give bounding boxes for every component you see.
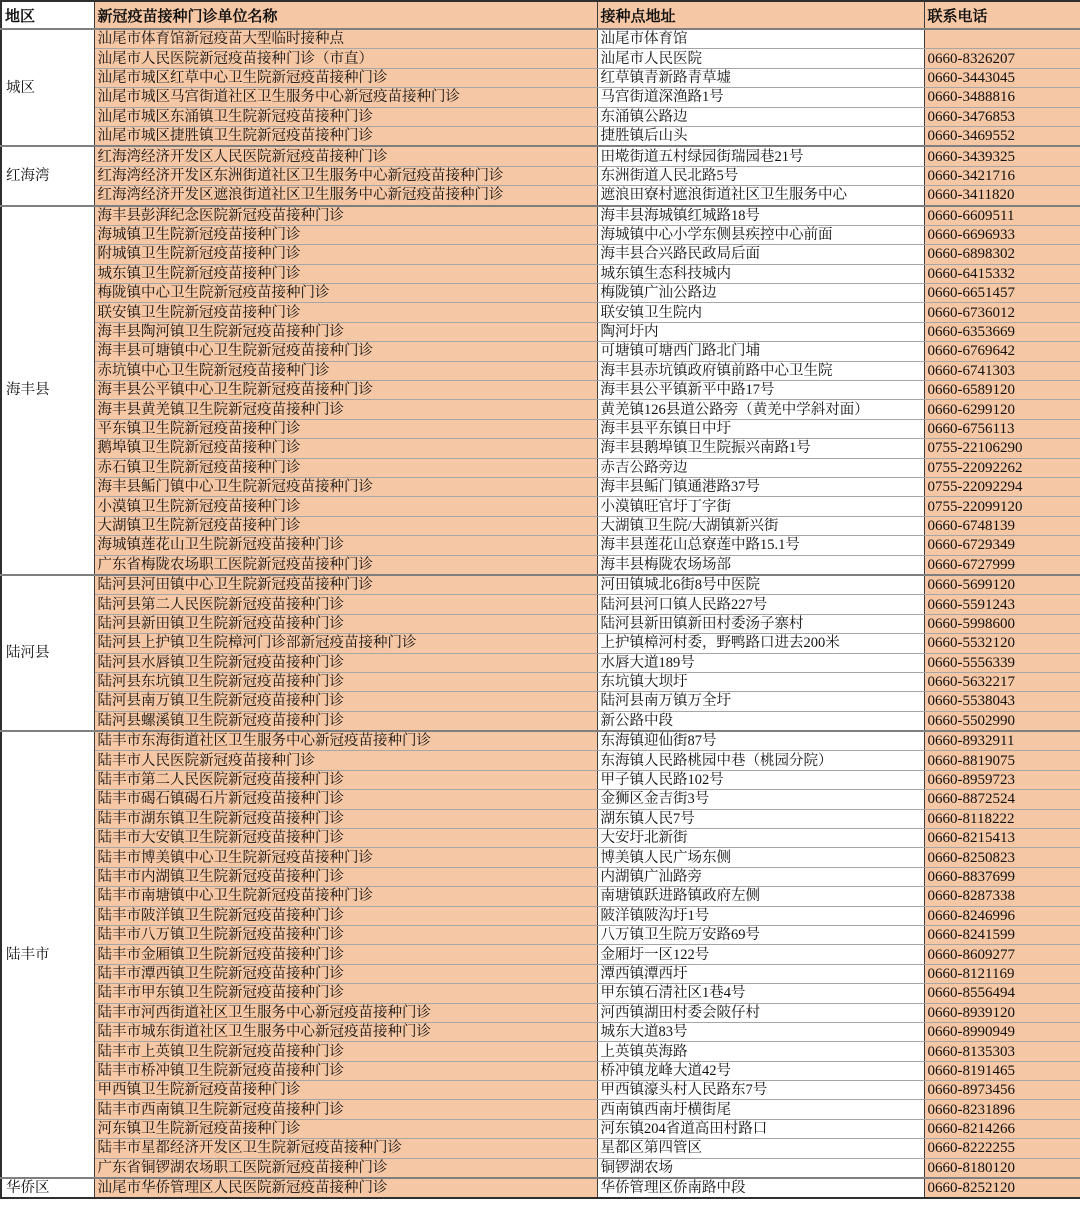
phone-cell: 0660-5532120 — [924, 634, 1080, 653]
address-cell: 红草镇青新路青草墟 — [597, 68, 924, 87]
col-header-address: 接种点地址 — [597, 1, 924, 29]
phone-cell: 0660-6609511 — [924, 206, 1080, 226]
phone-cell: 0660-8222255 — [924, 1139, 1080, 1158]
clinic-name-cell: 陆丰市桥冲镇卫生院新冠疫苗接种门诊 — [94, 1061, 597, 1080]
clinic-name-cell: 附城镇卫生院新冠疫苗接种门诊 — [94, 245, 597, 264]
col-header-clinic-name: 新冠疫苗接种门诊单位名称 — [94, 1, 597, 29]
address-cell: 城东大道83号 — [597, 1022, 924, 1041]
table-row — [1, 284, 1080, 303]
address-cell: 潭西镇潭西圩 — [597, 964, 924, 983]
table-row — [1, 1178, 1080, 1198]
phone-cell: 0660-8326207 — [924, 49, 1080, 68]
table-row — [1, 186, 1080, 206]
table-row — [1, 984, 1080, 1003]
address-cell: 铜锣湖农场 — [597, 1158, 924, 1178]
region-cell: 红海湾 — [1, 146, 94, 205]
phone-cell: 0660-3469552 — [924, 126, 1080, 146]
phone-cell: 0755-22106290 — [924, 439, 1080, 458]
phone-cell: 0660-6736012 — [924, 303, 1080, 322]
address-cell: 海丰县平东镇日中圩 — [597, 419, 924, 438]
table-row — [1, 497, 1080, 516]
phone-cell: 0660-3439325 — [924, 146, 1080, 166]
address-cell: 海丰县鲘门镇通港路37号 — [597, 477, 924, 496]
address-cell: 大湖镇卫生院/大湖镇新兴街 — [597, 516, 924, 535]
phone-cell: 0660-5998600 — [924, 614, 1080, 633]
table-row — [1, 653, 1080, 672]
address-cell: 海丰县赤坑镇政府镇前路中心卫生院 — [597, 361, 924, 380]
phone-cell: 0660-8837699 — [924, 867, 1080, 886]
table-row — [1, 381, 1080, 400]
phone-cell: 0660-8252120 — [924, 1178, 1080, 1198]
phone-cell: 0660-6727999 — [924, 555, 1080, 575]
phone-cell: 0660-8556494 — [924, 984, 1080, 1003]
phone-cell: 0660-8932911 — [924, 731, 1080, 751]
address-cell: 陆河县新田镇新田村委汤子寨村 — [597, 614, 924, 633]
header-row — [1, 1, 1080, 29]
phone-cell: 0660-5502990 — [924, 711, 1080, 731]
table-row — [1, 575, 1080, 595]
table-row — [1, 555, 1080, 575]
phone-cell: 0660-6415332 — [924, 264, 1080, 283]
clinic-name-cell: 陆河县河田镇中心卫生院新冠疫苗接种门诊 — [94, 575, 597, 595]
phone-cell: 0660-6299120 — [924, 400, 1080, 419]
phone-cell: 0660-3488816 — [924, 88, 1080, 107]
clinic-name-cell: 陆河县东坑镇卫生院新冠疫苗接种门诊 — [94, 672, 597, 691]
clinic-name-cell: 海丰县鲘门镇中心卫生院新冠疫苗接种门诊 — [94, 477, 597, 496]
phone-cell: 0660-6748139 — [924, 516, 1080, 535]
table-row — [1, 477, 1080, 496]
phone-cell: 0660-6756113 — [924, 419, 1080, 438]
clinic-name-cell: 海城镇卫生院新冠疫苗接种门诊 — [94, 225, 597, 244]
table-row — [1, 1022, 1080, 1041]
phone-cell: 0660-8959723 — [924, 770, 1080, 789]
clinic-name-cell: 陆丰市大安镇卫生院新冠疫苗接种门诊 — [94, 829, 597, 848]
clinic-name-cell: 陆河县螺溪镇卫生院新冠疫苗接种门诊 — [94, 711, 597, 731]
phone-cell: 0755-22092262 — [924, 458, 1080, 477]
clinic-name-cell: 陆丰市潭西镇卫生院新冠疫苗接种门诊 — [94, 964, 597, 983]
table-row — [1, 166, 1080, 185]
address-cell: 南塘镇跃进路镇政府左侧 — [597, 887, 924, 906]
table-row — [1, 49, 1080, 68]
address-cell: 可塘镇可塘西门路北门埔 — [597, 342, 924, 361]
clinic-name-cell: 河东镇卫生院新冠疫苗接种门诊 — [94, 1119, 597, 1138]
clinic-name-cell: 大湖镇卫生院新冠疫苗接种门诊 — [94, 516, 597, 535]
address-cell: 海丰县合兴路民政局后面 — [597, 245, 924, 264]
phone-cell: 0660-8121169 — [924, 964, 1080, 983]
phone-cell: 0660-8215413 — [924, 829, 1080, 848]
clinic-name-cell: 陆丰市上英镇卫生院新冠疫苗接种门诊 — [94, 1042, 597, 1061]
clinic-name-cell: 海城镇莲花山卫生院新冠疫苗接种门诊 — [94, 536, 597, 555]
col-header-region: 地区 — [1, 1, 94, 29]
clinic-name-cell: 赤石镇卫生院新冠疫苗接种门诊 — [94, 458, 597, 477]
address-cell: 河西镇湖田村委会陂仔村 — [597, 1003, 924, 1022]
phone-cell: 0660-6696933 — [924, 225, 1080, 244]
phone-cell: 0660-6898302 — [924, 245, 1080, 264]
clinic-name-cell: 汕尾市华侨管理区人民医院新冠疫苗接种门诊 — [94, 1178, 597, 1198]
table-row — [1, 692, 1080, 711]
phone-cell: 0660-8246996 — [924, 906, 1080, 925]
address-cell: 田墘街道五村绿园街瑞园巷21号 — [597, 146, 924, 166]
clinic-name-cell: 汕尾市体育馆新冠疫苗大型临时接种点 — [94, 29, 597, 49]
phone-cell: 0660-8819075 — [924, 751, 1080, 770]
clinic-name-cell: 陆丰市河西街道社区卫生服务中心新冠疫苗接种门诊 — [94, 1003, 597, 1022]
phone-cell: 0660-3411820 — [924, 186, 1080, 206]
phone-cell: 0660-5699120 — [924, 575, 1080, 595]
address-cell: 桥冲镇龙峰大道42号 — [597, 1061, 924, 1080]
clinic-name-cell: 陆河县上护镇卫生院樟河门诊部新冠疫苗接种门诊 — [94, 634, 597, 653]
table-row — [1, 711, 1080, 731]
address-cell: 小漠镇旺官圩丁字街 — [597, 497, 924, 516]
phone-cell: 0660-6769642 — [924, 342, 1080, 361]
clinic-name-cell: 广东省梅陇农场职工医院新冠疫苗接种门诊 — [94, 555, 597, 575]
clinic-name-cell: 海丰县公平镇中心卫生院新冠疫苗接种门诊 — [94, 381, 597, 400]
clinic-name-cell: 陆丰市湖东镇卫生院新冠疫苗接种门诊 — [94, 809, 597, 828]
address-cell: 东海镇人民路桃园中巷（桃园分院） — [597, 751, 924, 770]
address-cell: 金厢圩一区122号 — [597, 945, 924, 964]
phone-cell: 0660-8872524 — [924, 790, 1080, 809]
clinic-name-cell: 陆丰市甲东镇卫生院新冠疫苗接种门诊 — [94, 984, 597, 1003]
table-row — [1, 458, 1080, 477]
table-row — [1, 68, 1080, 87]
region-cell: 华侨区 — [1, 1178, 94, 1198]
clinic-name-cell: 赤坑镇中心卫生院新冠疫苗接种门诊 — [94, 361, 597, 380]
address-cell: 城东镇生态科技城内 — [597, 264, 924, 283]
clinic-name-cell: 陆丰市东海街道社区卫生服务中心新冠疫苗接种门诊 — [94, 731, 597, 751]
table-row — [1, 1081, 1080, 1100]
table-row — [1, 1158, 1080, 1178]
phone-cell: 0660-8990949 — [924, 1022, 1080, 1041]
address-cell: 遮浪田寮村遮浪街道社区卫生服务中心 — [597, 186, 924, 206]
phone-cell: 0660-6353669 — [924, 322, 1080, 341]
clinic-name-cell: 陆丰市金厢镇卫生院新冠疫苗接种门诊 — [94, 945, 597, 964]
table-row — [1, 342, 1080, 361]
address-cell: 汕尾市人民医院 — [597, 49, 924, 68]
table-row — [1, 419, 1080, 438]
table-row — [1, 964, 1080, 983]
phone-cell: 0660-5632217 — [924, 672, 1080, 691]
address-cell: 星都区第四管区 — [597, 1139, 924, 1158]
phone-cell: 0660-6741303 — [924, 361, 1080, 380]
clinic-name-cell: 甲西镇卫生院新冠疫苗接种门诊 — [94, 1081, 597, 1100]
phone-cell: 0660-8191465 — [924, 1061, 1080, 1080]
clinic-name-cell: 陆丰市城东街道社区卫生服务中心新冠疫苗接种门诊 — [94, 1022, 597, 1041]
address-cell: 大安圩北新街 — [597, 829, 924, 848]
table-row — [1, 29, 1080, 49]
clinic-name-cell: 陆河县水唇镇卫生院新冠疫苗接种门诊 — [94, 653, 597, 672]
clinic-name-cell: 陆河县南万镇卫生院新冠疫苗接种门诊 — [94, 692, 597, 711]
address-cell: 金狮区金吉街3号 — [597, 790, 924, 809]
address-cell: 黄羌镇126县道公路旁（黄羌中学斜对面） — [597, 400, 924, 419]
address-cell: 海城镇中心小学东侧县疾控中心前面 — [597, 225, 924, 244]
clinic-name-cell: 陆河县第二人民医院新冠疫苗接种门诊 — [94, 595, 597, 614]
address-cell: 捷胜镇后山头 — [597, 126, 924, 146]
address-cell: 联安镇卫生院内 — [597, 303, 924, 322]
address-cell: 华侨管理区侨南路中段 — [597, 1178, 924, 1198]
table-row — [1, 634, 1080, 653]
address-cell: 湖东镇人民7号 — [597, 809, 924, 828]
phone-cell: 0660-6729349 — [924, 536, 1080, 555]
phone-cell: 0660-5556339 — [924, 653, 1080, 672]
table-row — [1, 361, 1080, 380]
region-cell: 陆丰市 — [1, 731, 94, 1178]
clinic-name-cell: 汕尾市城区红草中心卫生院新冠疫苗接种门诊 — [94, 68, 597, 87]
clinic-name-cell: 汕尾市城区东涌镇卫生院新冠疫苗接种门诊 — [94, 107, 597, 126]
phone-cell: 0660-8250823 — [924, 848, 1080, 867]
address-cell: 海丰县梅陇农场场部 — [597, 555, 924, 575]
phone-cell: 0660-8180120 — [924, 1158, 1080, 1178]
clinic-name-cell: 陆丰市星都经济开发区卫生院新冠疫苗接种门诊 — [94, 1139, 597, 1158]
clinic-name-cell: 陆河县新田镇卫生院新冠疫苗接种门诊 — [94, 614, 597, 633]
table-row — [1, 400, 1080, 419]
table-row — [1, 107, 1080, 126]
clinic-name-cell: 海丰县黄羌镇卫生院新冠疫苗接种门诊 — [94, 400, 597, 419]
clinic-name-cell: 陆丰市陂洋镇卫生院新冠疫苗接种门诊 — [94, 906, 597, 925]
address-cell: 海丰县公平镇新平中路17号 — [597, 381, 924, 400]
clinic-name-cell: 汕尾市城区捷胜镇卫生院新冠疫苗接种门诊 — [94, 126, 597, 146]
address-cell: 新公路中段 — [597, 711, 924, 731]
table-row — [1, 1139, 1080, 1158]
address-cell: 上护镇樟河村委，野鸭路口进去200米 — [597, 634, 924, 653]
region-cell: 海丰县 — [1, 206, 94, 575]
clinic-name-cell: 红海湾经济开发区东洲街道社区卫生服务中心新冠疫苗接种门诊 — [94, 166, 597, 185]
table-row — [1, 88, 1080, 107]
table-row — [1, 906, 1080, 925]
clinic-name-cell: 陆丰市博美镇中心卫生院新冠疫苗接种门诊 — [94, 848, 597, 867]
clinic-name-cell: 鹅埠镇卫生院新冠疫苗接种门诊 — [94, 439, 597, 458]
phone-cell — [924, 29, 1080, 49]
phone-cell: 0660-5591243 — [924, 595, 1080, 614]
clinic-name-cell: 汕尾市人民医院新冠疫苗接种门诊（市直） — [94, 49, 597, 68]
address-cell: 河田镇城北6街8号中医院 — [597, 575, 924, 595]
phone-cell: 0660-8135303 — [924, 1042, 1080, 1061]
address-cell: 东涌镇公路边 — [597, 107, 924, 126]
clinic-name-cell: 汕尾市城区马宫街道社区卫生服务中心新冠疫苗接种门诊 — [94, 88, 597, 107]
address-cell: 陶河圩内 — [597, 322, 924, 341]
address-cell: 河东镇204省道高田村路口 — [597, 1119, 924, 1138]
address-cell: 海丰县海城镇红城路18号 — [597, 206, 924, 226]
phone-cell: 0660-6589120 — [924, 381, 1080, 400]
address-cell: 赤吉公路旁边 — [597, 458, 924, 477]
address-cell: 甲西镇濠头村人民路东7号 — [597, 1081, 924, 1100]
address-cell: 西南镇西南圩横街尾 — [597, 1100, 924, 1119]
table-body — [1, 29, 1080, 1198]
address-cell: 甲子镇人民路102号 — [597, 770, 924, 789]
table-row — [1, 770, 1080, 789]
clinic-name-cell: 陆丰市内湖镇卫生院新冠疫苗接种门诊 — [94, 867, 597, 886]
clinic-name-cell: 陆丰市人民医院新冠疫苗接种门诊 — [94, 751, 597, 770]
phone-cell: 0660-8609277 — [924, 945, 1080, 964]
table-row — [1, 536, 1080, 555]
clinic-name-cell: 平东镇卫生院新冠疫苗接种门诊 — [94, 419, 597, 438]
table-row — [1, 809, 1080, 828]
table-row — [1, 245, 1080, 264]
region-cell: 城区 — [1, 29, 94, 146]
table-row — [1, 925, 1080, 944]
table-row — [1, 945, 1080, 964]
phone-cell: 0660-8241599 — [924, 925, 1080, 944]
phone-cell: 0660-8939120 — [924, 1003, 1080, 1022]
address-cell: 东洲街道人民北路5号 — [597, 166, 924, 185]
clinic-name-cell: 梅陇镇中心卫生院新冠疫苗接种门诊 — [94, 284, 597, 303]
phone-cell: 0660-8118222 — [924, 809, 1080, 828]
clinic-name-cell: 陆丰市碣石镇碣石片新冠疫苗接种门诊 — [94, 790, 597, 809]
table-row — [1, 614, 1080, 633]
table-row — [1, 887, 1080, 906]
address-cell: 甲东镇石清社区1巷4号 — [597, 984, 924, 1003]
table-row — [1, 146, 1080, 166]
table-row — [1, 264, 1080, 283]
address-cell: 内湖镇广汕路旁 — [597, 867, 924, 886]
table-row — [1, 1061, 1080, 1080]
clinic-name-cell: 海丰县陶河镇卫生院新冠疫苗接种门诊 — [94, 322, 597, 341]
clinic-name-cell: 联安镇卫生院新冠疫苗接种门诊 — [94, 303, 597, 322]
address-cell: 汕尾市体育馆 — [597, 29, 924, 49]
table-row — [1, 516, 1080, 535]
clinic-name-cell: 红海湾经济开发区遮浪街道社区卫生服务中心新冠疫苗接种门诊 — [94, 186, 597, 206]
clinic-name-cell: 陆丰市西南镇卫生院新冠疫苗接种门诊 — [94, 1100, 597, 1119]
address-cell: 博美镇人民广场东侧 — [597, 848, 924, 867]
clinic-name-cell: 海丰县彭湃纪念医院新冠疫苗接种门诊 — [94, 206, 597, 226]
phone-cell: 0660-8214266 — [924, 1119, 1080, 1138]
address-cell: 上英镇英海路 — [597, 1042, 924, 1061]
table-row — [1, 731, 1080, 751]
address-cell: 梅陇镇广汕公路边 — [597, 284, 924, 303]
table-row — [1, 322, 1080, 341]
address-cell: 东坑镇大坝圩 — [597, 672, 924, 691]
phone-cell: 0755-22092294 — [924, 477, 1080, 496]
table-row — [1, 1003, 1080, 1022]
address-cell: 陆河县南万镇万全圩 — [597, 692, 924, 711]
address-cell: 八万镇卫生院万安路69号 — [597, 925, 924, 944]
table-row — [1, 126, 1080, 146]
address-cell: 水唇大道189号 — [597, 653, 924, 672]
region-cell: 陆河县 — [1, 575, 94, 731]
table-row — [1, 303, 1080, 322]
phone-cell: 0660-6651457 — [924, 284, 1080, 303]
table-row — [1, 829, 1080, 848]
address-cell: 陆河县河口镇人民路227号 — [597, 595, 924, 614]
address-cell: 海丰县鹅埠镇卫生院振兴南路1号 — [597, 439, 924, 458]
address-cell: 海丰县莲花山总寮莲中路15.1号 — [597, 536, 924, 555]
table-row — [1, 1119, 1080, 1138]
phone-cell: 0755-22099120 — [924, 497, 1080, 516]
col-header-phone: 联系电话 — [924, 1, 1080, 29]
table-row — [1, 751, 1080, 770]
phone-cell: 0660-8231896 — [924, 1100, 1080, 1119]
table-row — [1, 848, 1080, 867]
table-row — [1, 672, 1080, 691]
address-cell: 东海镇迎仙街87号 — [597, 731, 924, 751]
phone-cell: 0660-3476853 — [924, 107, 1080, 126]
table-row — [1, 439, 1080, 458]
clinic-name-cell: 广东省铜锣湖农场职工医院新冠疫苗接种门诊 — [94, 1158, 597, 1178]
phone-cell: 0660-3421716 — [924, 166, 1080, 185]
phone-cell: 0660-8287338 — [924, 887, 1080, 906]
address-cell: 马宫街道深渔路1号 — [597, 88, 924, 107]
table-row — [1, 225, 1080, 244]
phone-cell: 0660-3443045 — [924, 68, 1080, 87]
table-row — [1, 867, 1080, 886]
phone-cell: 0660-8973456 — [924, 1081, 1080, 1100]
clinic-name-cell: 陆丰市第二人民医院新冠疫苗接种门诊 — [94, 770, 597, 789]
table-row — [1, 1100, 1080, 1119]
clinic-name-cell: 红海湾经济开发区人民医院新冠疫苗接种门诊 — [94, 146, 597, 166]
table-row — [1, 1042, 1080, 1061]
clinic-name-cell: 小漠镇卫生院新冠疫苗接种门诊 — [94, 497, 597, 516]
clinic-name-cell: 海丰县可塘镇中心卫生院新冠疫苗接种门诊 — [94, 342, 597, 361]
clinic-name-cell: 城东镇卫生院新冠疫苗接种门诊 — [94, 264, 597, 283]
table-row — [1, 790, 1080, 809]
table-row — [1, 206, 1080, 226]
phone-cell: 0660-5538043 — [924, 692, 1080, 711]
clinic-name-cell: 陆丰市八万镇卫生院新冠疫苗接种门诊 — [94, 925, 597, 944]
address-cell: 陂洋镇陂沟圩1号 — [597, 906, 924, 925]
clinic-name-cell: 陆丰市南塘镇中心卫生院新冠疫苗接种门诊 — [94, 887, 597, 906]
table-row — [1, 595, 1080, 614]
